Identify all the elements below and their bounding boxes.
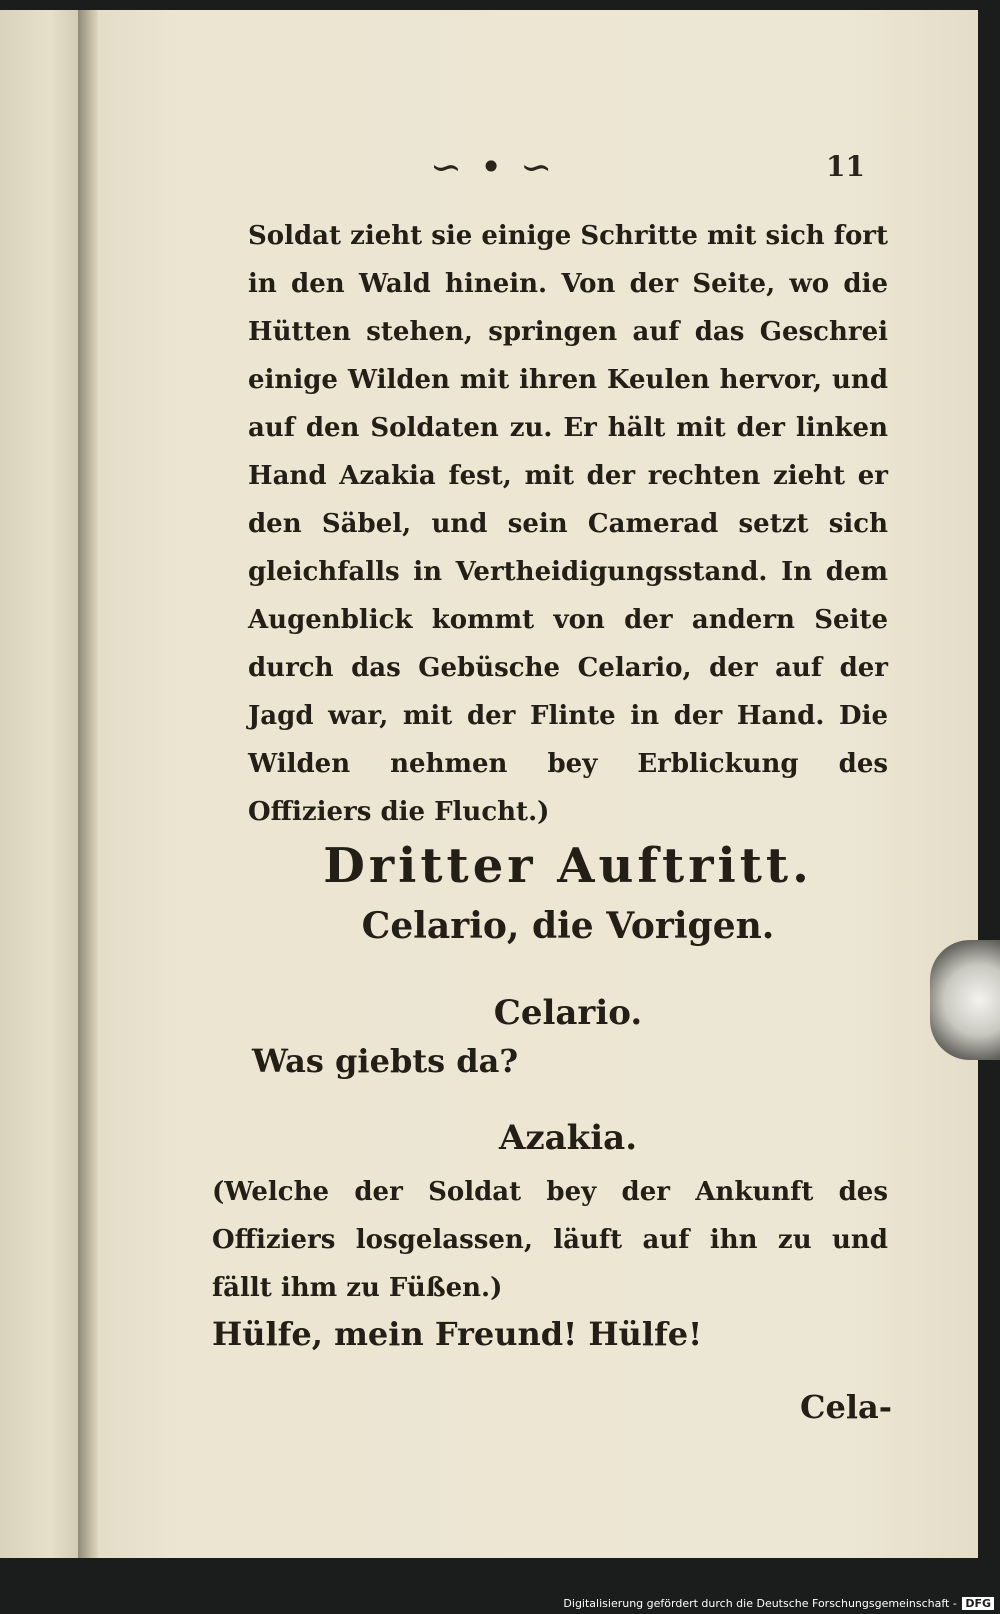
credit-text: Digitalisierung gefördert durch die Deutsche Forschungsgemeinschaft -: [563, 1597, 957, 1610]
catchword: Cela-: [800, 1388, 892, 1426]
stage-direction-2: (Welche der Soldat bey der Ankunft des Offiziers losgelassen, läuft auf ihn zu und fällt ihm zu Füßen.): [212, 1177, 888, 1303]
dialogue-line-1: Was giebts da?: [252, 1042, 519, 1080]
speaker-celario: Celario.: [493, 993, 643, 1033]
stage-direction: Soldat zieht sie einige Schritte mit sich fort in den Wald hinein. Von der Seite, wo die Hütten stehen, springen auf das Geschrei einige Wilden mit ihren Keulen hervor, und auf den Soldaten zu. Er hält mit der linken Hand Azakia fest, mit der rechten zieht er den Säbel, und sein Camerad setzt sich gleichfalls in Vertheidigungsstand. In dem Augenblick kommt von der andern Seite durch das Gebüsche Celario, der auf der Jagd war, mit der Flinte in der Hand. Die Wilden nehmen bey Erblickung des Offiziers die Flucht.): [248, 221, 888, 827]
digitization-credit: [563, 1597, 994, 1610]
left-page-edge: [0, 10, 84, 1558]
book-gutter: [78, 10, 98, 1558]
page-clip: [930, 940, 1000, 1060]
page-number: 11: [826, 150, 865, 183]
speaker-azakia: Azakia.: [498, 1118, 638, 1158]
dialogue-line-2: Hülfe, mein Freund! Hülfe!: [212, 1315, 703, 1353]
dfg-logo: DFG: [962, 1597, 994, 1610]
header-ornament: ∽•∽: [430, 145, 571, 189]
scene-title: Dritter Auftritt.: [323, 838, 813, 894]
cast-list: Celario, die Vorigen.: [361, 905, 775, 947]
